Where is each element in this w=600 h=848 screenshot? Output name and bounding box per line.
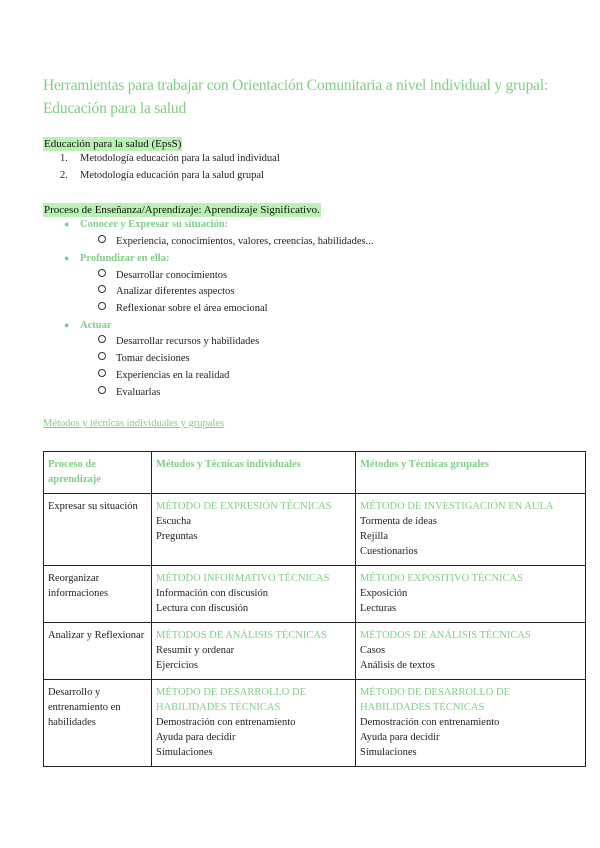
bullet-group-label — [64, 317, 112, 334]
process-cell: Desarrollo y entrenamiento en habilidades — [44, 680, 152, 767]
process-cell: Analizar y Reflexionar — [44, 623, 152, 680]
bullet-group-label — [64, 250, 169, 267]
technique-item: Demostración con entrenamiento — [156, 717, 296, 728]
technique-item: Resumir y ordenar — [156, 645, 235, 656]
group-cell — [356, 494, 586, 566]
technique-item: Lecturas — [360, 603, 397, 614]
bullet-dot-icon: ● — [64, 253, 70, 263]
bullet-label: Profundizar en ella: — [80, 253, 170, 264]
header-cell-process: Proceso de aprendizaje — [44, 452, 152, 494]
technique-item: Tormenta de ideas — [360, 516, 437, 527]
sub-bullet-item — [98, 384, 160, 401]
sub-bullet-text: Desarrollar recursos y habilidades — [116, 336, 260, 347]
sub-bullet-item — [98, 350, 190, 367]
list-text: Metodología educación para la salud individual — [80, 153, 280, 164]
section-heading-eps: Educación para la salud (EpsS) — [44, 138, 182, 150]
table-row — [44, 566, 586, 623]
process-cell: Expresar su situación — [44, 494, 152, 566]
process-cell: Reorganizar informaciones — [44, 566, 152, 623]
sub-bullet-text: Evaluarlas — [116, 387, 161, 398]
section-heading-proceso: Proceso de Enseñanza/Aprendizaje: Aprendizaje Significativo. — [44, 204, 320, 216]
list-text: Metodología educación para la salud grupal — [80, 170, 264, 181]
individual-cell — [152, 494, 356, 566]
sub-bullet-item — [98, 233, 373, 250]
sub-bullet-text: Analizar diferentes aspectos — [116, 286, 235, 297]
individual-cell — [152, 566, 356, 623]
technique-item: Análisis de textos — [360, 660, 435, 671]
circle-bullet-icon — [98, 352, 106, 360]
sub-bullet-text: Experiencias en la realidad — [116, 370, 230, 381]
bullet-label: Conocer y Expresar su situación: — [80, 219, 229, 230]
method-title: MÉTODO DE DESARROLLO DE HABILIDADES TÉCNICAS — [360, 687, 511, 713]
list-number: 1. — [60, 153, 68, 164]
table-row — [44, 623, 586, 680]
technique-item: Simulaciones — [360, 747, 417, 758]
header-cell-group: Métodos y Técnicas grupales — [356, 452, 586, 494]
technique-item: Cuestionarios — [360, 546, 418, 557]
method-title: MÉTODO EXPOSITIVO TÉCNICAS — [360, 573, 523, 584]
group-cell — [356, 623, 586, 680]
table-row — [44, 680, 586, 767]
technique-item: Casos — [360, 645, 386, 656]
circle-bullet-icon — [98, 386, 106, 394]
list-item — [60, 167, 264, 184]
table-row — [44, 494, 586, 566]
method-title: MÉTODO DE DESARROLLO DE HABILIDADES TÉCNICAS — [156, 687, 307, 713]
bullet-dot-icon: ● — [64, 320, 70, 330]
header-cell-individual: Métodos y Técnicas individuales — [152, 452, 356, 494]
sub-bullet-item — [98, 267, 227, 284]
technique-item: Exposición — [360, 588, 408, 599]
sub-bullet-text: Reflexionar sobre el área emocional — [116, 303, 268, 314]
bullet-label: Actuar — [80, 320, 112, 331]
technique-item: Ayuda para decidir — [156, 732, 236, 743]
method-title: MÉTODO DE INVESTIGACIÓN EN AULA — [360, 501, 554, 512]
methods-table — [43, 451, 586, 767]
individual-cell — [152, 680, 356, 767]
methods-link[interactable]: Métodos y técnicas individuales y grupales — [43, 418, 225, 429]
technique-item: Lectura con discusión — [156, 603, 249, 614]
technique-item: Ayuda para decidir — [360, 732, 440, 743]
technique-item: Ejercicios — [156, 660, 198, 671]
technique-item: Información con discusión — [156, 588, 268, 599]
sub-bullet-item — [98, 283, 234, 300]
technique-item: Demostración con entrenamiento — [360, 717, 500, 728]
circle-bullet-icon — [98, 302, 106, 310]
sub-bullet-text: Desarrollar conocimientos — [116, 270, 228, 281]
bullet-dot-icon: ● — [64, 219, 70, 229]
page-title: Herramientas para trabajar con Orientación Comunitaria a nivel individual y grupal: Educación para la salud — [43, 77, 549, 117]
sub-bullet-item — [98, 333, 259, 350]
table-header-row — [44, 452, 586, 494]
technique-item: Escucha — [156, 516, 191, 527]
sub-bullet-item — [98, 367, 229, 384]
method-title: MÉTODOS DE ANÁLISIS TÉCNICAS — [156, 630, 327, 641]
sub-bullet-item — [98, 300, 268, 317]
list-number: 2. — [60, 170, 68, 181]
sub-bullet-text: Experiencia, conocimientos, valores, creencias, habilidades... — [116, 236, 374, 247]
method-title: MÉTODOS DE ANÁLISIS TÉCNICAS — [360, 630, 531, 641]
circle-bullet-icon — [98, 235, 106, 243]
bullet-group-label — [64, 216, 228, 233]
circle-bullet-icon — [98, 335, 106, 343]
technique-item: Rejilla — [360, 531, 388, 542]
individual-cell — [152, 623, 356, 680]
technique-item: Simulaciones — [156, 747, 213, 758]
circle-bullet-icon — [98, 369, 106, 377]
method-title: MÉTODO INFORMATIVO TÉCNICAS — [156, 573, 330, 584]
circle-bullet-icon — [98, 269, 106, 277]
method-title: MÉTODO DE EXPRESIÓN TÉCNICAS — [156, 501, 332, 512]
circle-bullet-icon — [98, 285, 106, 293]
group-cell — [356, 566, 586, 623]
sub-bullet-text: Tomar decisiones — [116, 353, 190, 364]
technique-item: Preguntas — [156, 531, 198, 542]
list-item — [60, 150, 280, 167]
group-cell — [356, 680, 586, 767]
